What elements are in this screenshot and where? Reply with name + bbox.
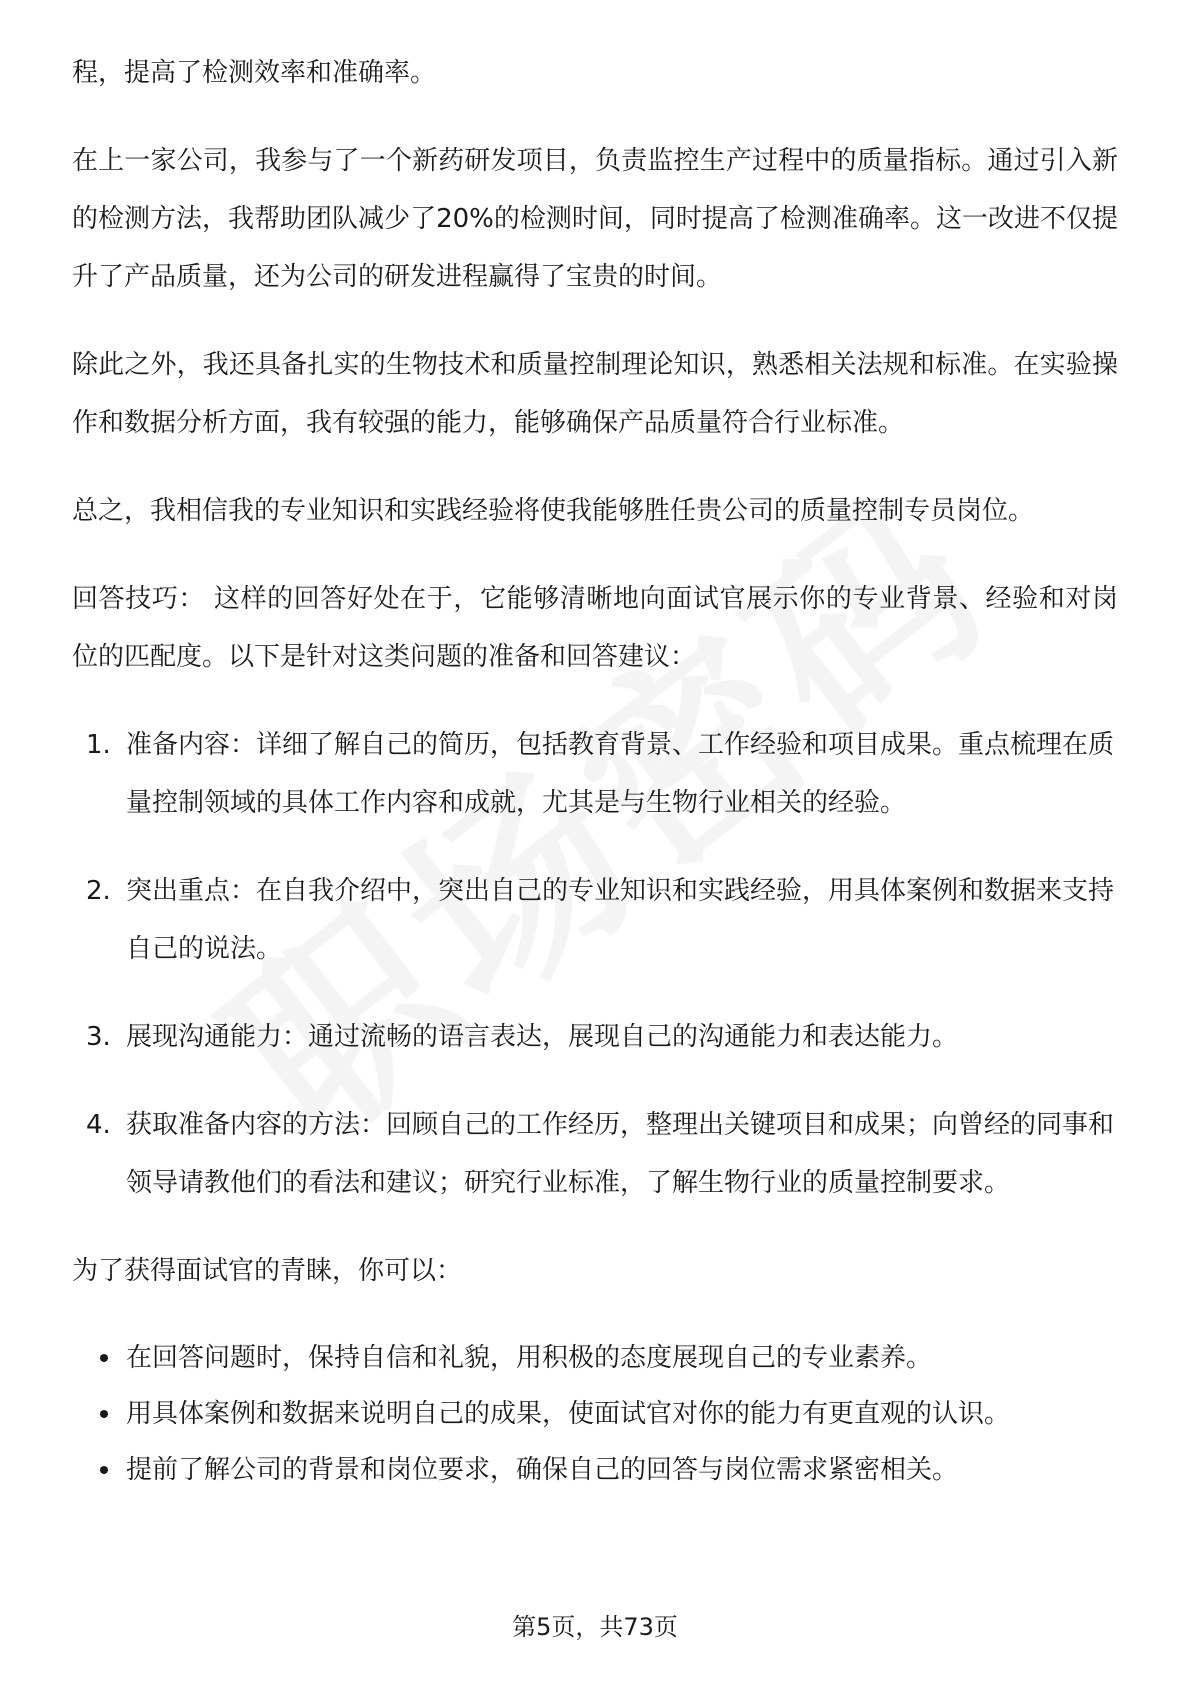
list-item: 3. 展现沟通能力：通过流畅的语言表达，展现自己的沟通能力和表达能力。	[86, 1022, 959, 1052]
bullet-icon	[100, 1354, 108, 1362]
numbered-list	[72, 716, 1118, 1212]
paragraph-project: 在上一家公司，我参与了一个新药研发项目，负责监控生产过程中的质量指标。通过引入新的检测方法，我帮助团队减少了20%的检测时间，同时提高了检测准确率。这一改进不仅提升了产品质量，还为公司的研发进程赢得了宝贵的时间。	[72, 146, 1118, 292]
list-item: 提前了解公司的背景和岗位要求，确保自己的回答与岗位需求紧密相关。	[72, 1442, 1118, 1498]
list-item: 在回答问题时，保持自信和礼貌，用积极的态度展现自己的专业素养。	[72, 1330, 1118, 1386]
bullet-icon	[100, 1466, 108, 1474]
paragraph-summary: 总之，我相信我的专业知识和实践经验将使我能够胜任贵公司的质量控制专员岗位。	[72, 496, 1035, 526]
tips-intro: 为了获得面试官的青睐，你可以：	[72, 1256, 463, 1286]
bullet-list	[72, 1330, 1118, 1498]
list-item: 用具体案例和数据来说明自己的成果，使面试官对你的能力有更直观的认识。	[72, 1386, 1118, 1442]
paragraph-continuation: 程，提高了检测效率和准确率。	[72, 58, 437, 88]
bullet-icon	[100, 1410, 108, 1418]
page-number: 第5页，共73页	[512, 1613, 678, 1641]
list-item: 2. 突出重点：在自我介绍中，突出自己的专业知识和实践经验，用具体案例和数据来支持自己的说法。	[86, 876, 1115, 964]
list-item: 4. 获取准备内容的方法：回顾自己的工作经历，整理出关键项目和成果；向曾经的同事和领导请教他们的看法和建议；研究行业标准，了解生物行业的质量控制要求。	[86, 1110, 1115, 1198]
list-item: 1. 准备内容：详细了解自己的简历，包括教育背景、工作经验和项目成果。重点梳理在质量控制领域的具体工作内容和成就，尤其是与生物行业相关的经验。	[86, 730, 1115, 818]
page-content	[72, 44, 1118, 1498]
paragraph-tips-heading: 回答技巧： 这样的回答好处在于，它能够清晰地向面试官展示你的专业背景、经验和对岗位的匹配度。以下是针对这类问题的准备和回答建议：	[72, 584, 1118, 672]
paragraph-skills: 除此之外，我还具备扎实的生物技术和质量控制理论知识，熟悉相关法规和标准。在实验操作和数据分析方面，我有较强的能力，能够确保产品质量符合行业标准。	[72, 350, 1118, 438]
